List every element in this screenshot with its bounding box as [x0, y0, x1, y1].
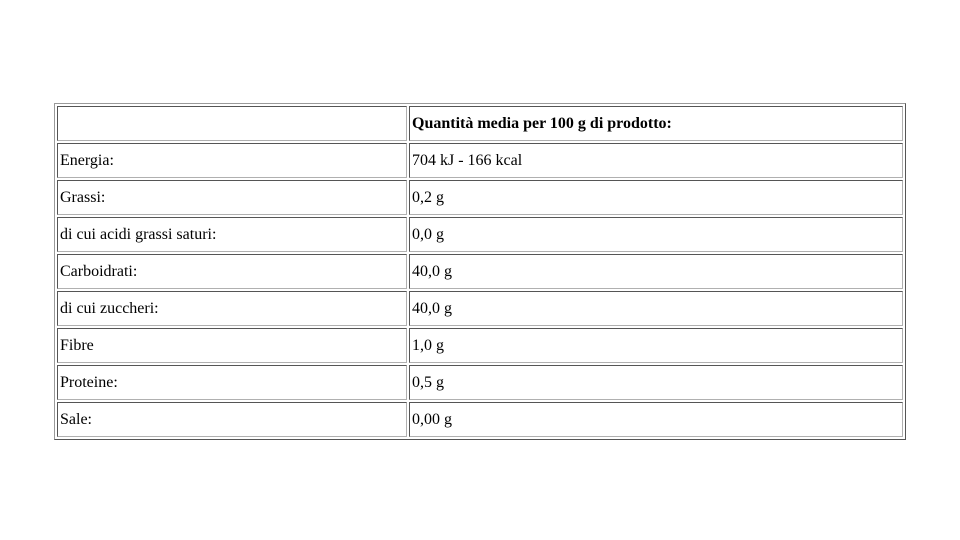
- nutrition-table: [54, 103, 906, 440]
- table-row: [57, 254, 903, 289]
- row-value: 0,00 g: [409, 402, 903, 437]
- row-label: Fibre: [57, 328, 407, 363]
- row-value: 704 kJ - 166 kcal: [409, 143, 903, 178]
- row-label: Grassi:: [57, 180, 407, 215]
- row-value: 40,0 g: [409, 254, 903, 289]
- table-row: [57, 143, 903, 178]
- row-label: di cui zuccheri:: [57, 291, 407, 326]
- table-row: [57, 291, 903, 326]
- row-value: 40,0 g: [409, 291, 903, 326]
- header-cell-quantity: Quantità media per 100 g di prodotto:: [409, 106, 903, 141]
- row-label: Proteine:: [57, 365, 407, 400]
- table-header-row: [57, 106, 903, 141]
- table-row: [57, 402, 903, 437]
- row-value: 0,5 g: [409, 365, 903, 400]
- row-label: di cui acidi grassi saturi:: [57, 217, 407, 252]
- row-label: Carboidrati:: [57, 254, 407, 289]
- row-label: Sale:: [57, 402, 407, 437]
- row-value: 0,0 g: [409, 217, 903, 252]
- row-label: Energia:: [57, 143, 407, 178]
- table-row: [57, 328, 903, 363]
- row-value: 0,2 g: [409, 180, 903, 215]
- table-row: [57, 180, 903, 215]
- table-row: [57, 217, 903, 252]
- header-cell-empty: [57, 106, 407, 141]
- row-value: 1,0 g: [409, 328, 903, 363]
- table-row: [57, 365, 903, 400]
